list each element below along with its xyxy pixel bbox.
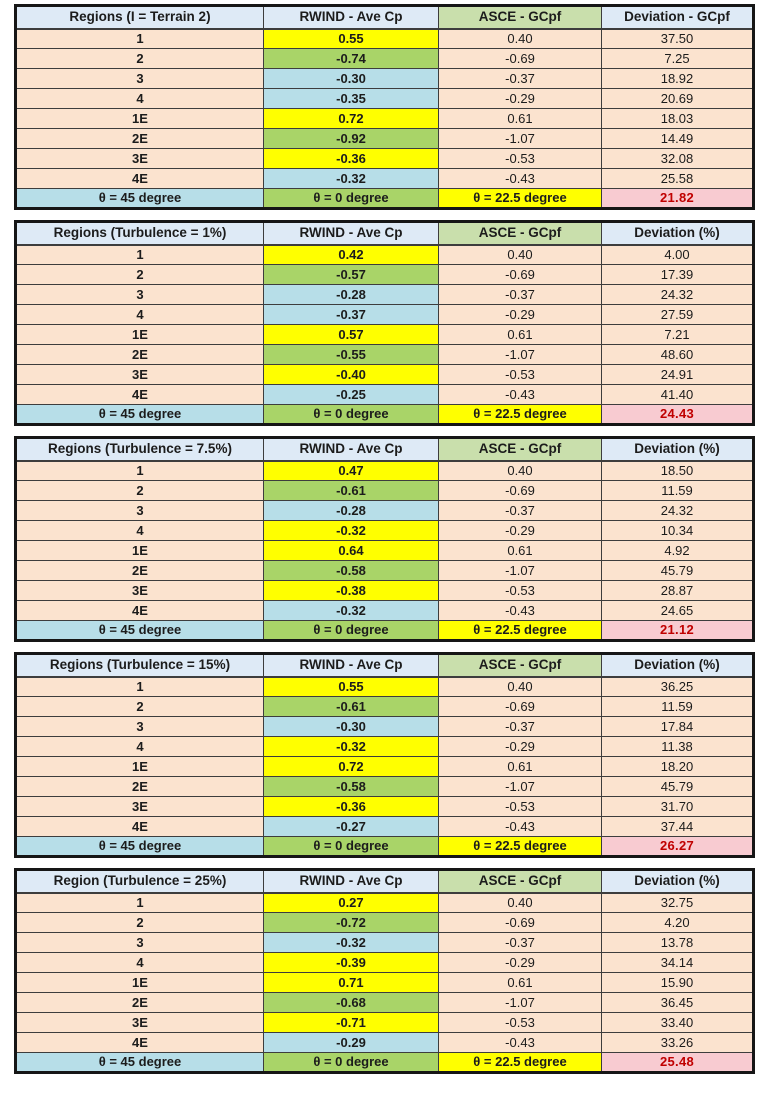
deviation-cell: 41.40 — [602, 385, 754, 405]
table-row — [16, 601, 754, 621]
table-row — [16, 717, 754, 737]
rwind-cp-cell: -0.38 — [264, 581, 439, 601]
rwind-cp-cell: 0.47 — [264, 461, 439, 481]
asce-gcpf-cell: -0.37 — [439, 933, 602, 953]
column-header-1: Region (Turbulence = 25%) — [16, 870, 264, 893]
table-row — [16, 757, 754, 777]
deviation-cell: 18.20 — [602, 757, 754, 777]
region-cell: 3 — [16, 285, 264, 305]
table-row — [16, 933, 754, 953]
asce-gcpf-cell: -0.37 — [439, 501, 602, 521]
asce-gcpf-cell: -0.43 — [439, 169, 602, 189]
rwind-cp-cell: -0.32 — [264, 601, 439, 621]
region-cell: 4 — [16, 737, 264, 757]
region-cell: 1E — [16, 541, 264, 561]
deviation-cell: 32.75 — [602, 893, 754, 913]
column-header-4: Deviation (%) — [602, 222, 754, 245]
region-cell: 4 — [16, 305, 264, 325]
region-cell: 3 — [16, 933, 264, 953]
table-row — [16, 69, 754, 89]
rwind-cp-cell: 0.27 — [264, 893, 439, 913]
table-row — [16, 777, 754, 797]
asce-gcpf-cell: 0.61 — [439, 541, 602, 561]
asce-gcpf-cell: -1.07 — [439, 561, 602, 581]
deviation-cell: 33.40 — [602, 1013, 754, 1033]
theta-0-degree-cell: θ = 0 degree — [264, 837, 439, 857]
comparison-tables-container — [14, 4, 752, 1074]
header-row — [16, 654, 754, 677]
table-row — [16, 285, 754, 305]
column-header-4: Deviation (%) — [602, 870, 754, 893]
rwind-cp-cell: -0.39 — [264, 953, 439, 973]
asce-gcpf-cell: -0.29 — [439, 89, 602, 109]
table-row — [16, 1013, 754, 1033]
asce-gcpf-cell: -0.29 — [439, 521, 602, 541]
column-header-3: ASCE - GCpf — [439, 222, 602, 245]
rwind-cp-cell: 0.64 — [264, 541, 439, 561]
footer-row — [16, 621, 754, 641]
column-header-4: Deviation (%) — [602, 654, 754, 677]
asce-gcpf-cell: -0.43 — [439, 385, 602, 405]
rwind-cp-cell: 0.72 — [264, 757, 439, 777]
deviation-cell: 24.91 — [602, 365, 754, 385]
asce-gcpf-cell: -0.69 — [439, 481, 602, 501]
table-row — [16, 953, 754, 973]
table-row — [16, 993, 754, 1013]
table-row — [16, 169, 754, 189]
deviation-cell: 36.45 — [602, 993, 754, 1013]
rwind-cp-cell: -0.27 — [264, 817, 439, 837]
theta-45-degree-cell: θ = 45 degree — [16, 405, 264, 425]
rwind-cp-cell: -0.30 — [264, 69, 439, 89]
deviation-cell: 10.34 — [602, 521, 754, 541]
rwind-cp-cell: 0.57 — [264, 325, 439, 345]
deviation-cell: 45.79 — [602, 561, 754, 581]
deviation-cell: 27.59 — [602, 305, 754, 325]
deviation-cell: 24.65 — [602, 601, 754, 621]
rwind-cp-cell: -0.57 — [264, 265, 439, 285]
deviation-cell: 37.44 — [602, 817, 754, 837]
table-row — [16, 345, 754, 365]
table-row — [16, 365, 754, 385]
region-cell: 3 — [16, 717, 264, 737]
asce-gcpf-cell: 0.40 — [439, 893, 602, 913]
table-row — [16, 305, 754, 325]
asce-gcpf-cell: -1.07 — [439, 777, 602, 797]
table-row — [16, 817, 754, 837]
table-row — [16, 697, 754, 717]
column-header-2: RWIND - Ave Cp — [264, 654, 439, 677]
region-cell: 3 — [16, 501, 264, 521]
rwind-cp-cell: -0.37 — [264, 305, 439, 325]
comparison-table-2 — [14, 220, 755, 426]
average-deviation-cell: 25.48 — [602, 1053, 754, 1073]
asce-gcpf-cell: -0.37 — [439, 69, 602, 89]
asce-gcpf-cell: -0.53 — [439, 149, 602, 169]
theta-0-degree-cell: θ = 0 degree — [264, 1053, 439, 1073]
deviation-cell: 24.32 — [602, 501, 754, 521]
column-header-2: RWIND - Ave Cp — [264, 870, 439, 893]
asce-gcpf-cell: -0.53 — [439, 365, 602, 385]
rwind-cp-cell: -0.35 — [264, 89, 439, 109]
table-row — [16, 149, 754, 169]
region-cell: 4E — [16, 1033, 264, 1053]
region-cell: 3 — [16, 69, 264, 89]
table-row — [16, 541, 754, 561]
column-header-1: Regions (Turbulence = 7.5%) — [16, 438, 264, 461]
column-header-4: Deviation (%) — [602, 438, 754, 461]
rwind-cp-cell: -0.55 — [264, 345, 439, 365]
deviation-cell: 33.26 — [602, 1033, 754, 1053]
asce-gcpf-cell: -1.07 — [439, 993, 602, 1013]
deviation-cell: 28.87 — [602, 581, 754, 601]
theta-22-5-degree-cell: θ = 22.5 degree — [439, 405, 602, 425]
column-header-1: Regions (Turbulence = 15%) — [16, 654, 264, 677]
asce-gcpf-cell: -0.53 — [439, 797, 602, 817]
table-row — [16, 89, 754, 109]
table-row — [16, 677, 754, 697]
table-row — [16, 49, 754, 69]
region-cell: 3E — [16, 797, 264, 817]
region-cell: 4 — [16, 89, 264, 109]
table-row — [16, 385, 754, 405]
rwind-cp-cell: -0.58 — [264, 561, 439, 581]
comparison-table-1 — [14, 4, 755, 210]
asce-gcpf-cell: -0.43 — [439, 601, 602, 621]
rwind-cp-cell: -0.32 — [264, 169, 439, 189]
table-row — [16, 109, 754, 129]
deviation-cell: 17.39 — [602, 265, 754, 285]
deviation-cell: 13.78 — [602, 933, 754, 953]
asce-gcpf-cell: 0.40 — [439, 677, 602, 697]
region-cell: 1E — [16, 973, 264, 993]
deviation-cell: 34.14 — [602, 953, 754, 973]
asce-gcpf-cell: -0.69 — [439, 913, 602, 933]
region-cell: 4E — [16, 817, 264, 837]
comparison-table-3 — [14, 436, 755, 642]
table-row — [16, 893, 754, 913]
average-deviation-cell: 21.12 — [602, 621, 754, 641]
region-cell: 3E — [16, 365, 264, 385]
table-row — [16, 561, 754, 581]
rwind-cp-cell: -0.36 — [264, 149, 439, 169]
region-cell: 2E — [16, 777, 264, 797]
rwind-cp-cell: -0.61 — [264, 481, 439, 501]
comparison-table-4 — [14, 652, 755, 858]
region-cell: 1E — [16, 109, 264, 129]
deviation-cell: 7.25 — [602, 49, 754, 69]
theta-45-degree-cell: θ = 45 degree — [16, 189, 264, 209]
region-cell: 4E — [16, 169, 264, 189]
table-row — [16, 973, 754, 993]
theta-45-degree-cell: θ = 45 degree — [16, 837, 264, 857]
region-cell: 1E — [16, 757, 264, 777]
region-cell: 2E — [16, 345, 264, 365]
deviation-cell: 11.38 — [602, 737, 754, 757]
asce-gcpf-cell: -0.29 — [439, 737, 602, 757]
deviation-cell: 45.79 — [602, 777, 754, 797]
asce-gcpf-cell: -0.29 — [439, 305, 602, 325]
deviation-cell: 18.92 — [602, 69, 754, 89]
region-cell: 3E — [16, 149, 264, 169]
table-row — [16, 1033, 754, 1053]
region-cell: 3E — [16, 1013, 264, 1033]
asce-gcpf-cell: -0.69 — [439, 697, 602, 717]
asce-gcpf-cell: 0.61 — [439, 325, 602, 345]
deviation-cell: 37.50 — [602, 29, 754, 49]
region-cell: 4 — [16, 521, 264, 541]
average-deviation-cell: 26.27 — [602, 837, 754, 857]
column-header-3: ASCE - GCpf — [439, 438, 602, 461]
theta-22-5-degree-cell: θ = 22.5 degree — [439, 1053, 602, 1073]
table-row — [16, 501, 754, 521]
theta-22-5-degree-cell: θ = 22.5 degree — [439, 189, 602, 209]
rwind-cp-cell: -0.28 — [264, 501, 439, 521]
table-row — [16, 461, 754, 481]
table-row — [16, 129, 754, 149]
region-cell: 2 — [16, 265, 264, 285]
region-cell: 2 — [16, 49, 264, 69]
region-cell: 2E — [16, 561, 264, 581]
region-cell: 2 — [16, 913, 264, 933]
rwind-cp-cell: -0.30 — [264, 717, 439, 737]
rwind-cp-cell: -0.29 — [264, 1033, 439, 1053]
header-row — [16, 870, 754, 893]
column-header-1: Regions (I = Terrain 2) — [16, 6, 264, 29]
deviation-cell: 7.21 — [602, 325, 754, 345]
asce-gcpf-cell: -0.43 — [439, 817, 602, 837]
asce-gcpf-cell: -0.29 — [439, 953, 602, 973]
rwind-cp-cell: -0.32 — [264, 933, 439, 953]
region-cell: 1 — [16, 29, 264, 49]
asce-gcpf-cell: 0.61 — [439, 973, 602, 993]
rwind-cp-cell: -0.61 — [264, 697, 439, 717]
asce-gcpf-cell: 0.40 — [439, 245, 602, 265]
deviation-cell: 24.32 — [602, 285, 754, 305]
table-row — [16, 581, 754, 601]
deviation-cell: 25.58 — [602, 169, 754, 189]
region-cell: 3E — [16, 581, 264, 601]
deviation-cell: 48.60 — [602, 345, 754, 365]
asce-gcpf-cell: -0.53 — [439, 581, 602, 601]
region-cell: 1 — [16, 893, 264, 913]
deviation-cell: 17.84 — [602, 717, 754, 737]
asce-gcpf-cell: 0.61 — [439, 109, 602, 129]
region-cell: 4 — [16, 953, 264, 973]
deviation-cell: 31.70 — [602, 797, 754, 817]
footer-row — [16, 837, 754, 857]
region-cell: 4E — [16, 385, 264, 405]
deviation-cell: 14.49 — [602, 129, 754, 149]
asce-gcpf-cell: 0.61 — [439, 757, 602, 777]
asce-gcpf-cell: -0.69 — [439, 265, 602, 285]
rwind-cp-cell: -0.36 — [264, 797, 439, 817]
deviation-cell: 15.90 — [602, 973, 754, 993]
theta-0-degree-cell: θ = 0 degree — [264, 621, 439, 641]
asce-gcpf-cell: 0.40 — [439, 29, 602, 49]
table-row — [16, 737, 754, 757]
deviation-cell: 11.59 — [602, 697, 754, 717]
region-cell: 1 — [16, 245, 264, 265]
deviation-cell: 4.00 — [602, 245, 754, 265]
region-cell: 2E — [16, 129, 264, 149]
region-cell: 1 — [16, 677, 264, 697]
theta-45-degree-cell: θ = 45 degree — [16, 1053, 264, 1073]
theta-22-5-degree-cell: θ = 22.5 degree — [439, 621, 602, 641]
theta-45-degree-cell: θ = 45 degree — [16, 621, 264, 641]
column-header-1: Regions (Turbulence = 1%) — [16, 222, 264, 245]
table-row — [16, 481, 754, 501]
average-deviation-cell: 24.43 — [602, 405, 754, 425]
table-row — [16, 521, 754, 541]
asce-gcpf-cell: -0.37 — [439, 285, 602, 305]
column-header-2: RWIND - Ave Cp — [264, 438, 439, 461]
table-row — [16, 797, 754, 817]
theta-0-degree-cell: θ = 0 degree — [264, 189, 439, 209]
theta-22-5-degree-cell: θ = 22.5 degree — [439, 837, 602, 857]
rwind-cp-cell: 0.55 — [264, 677, 439, 697]
deviation-cell: 18.03 — [602, 109, 754, 129]
rwind-cp-cell: 0.42 — [264, 245, 439, 265]
deviation-cell: 32.08 — [602, 149, 754, 169]
rwind-cp-cell: -0.40 — [264, 365, 439, 385]
region-cell: 2E — [16, 993, 264, 1013]
header-row — [16, 6, 754, 29]
deviation-cell: 4.92 — [602, 541, 754, 561]
rwind-cp-cell: 0.71 — [264, 973, 439, 993]
comparison-table-5 — [14, 868, 755, 1074]
region-cell: 1E — [16, 325, 264, 345]
rwind-cp-cell: -0.71 — [264, 1013, 439, 1033]
rwind-cp-cell: -0.74 — [264, 49, 439, 69]
average-deviation-cell: 21.82 — [602, 189, 754, 209]
region-cell: 2 — [16, 697, 264, 717]
theta-0-degree-cell: θ = 0 degree — [264, 405, 439, 425]
asce-gcpf-cell: -1.07 — [439, 345, 602, 365]
region-cell: 2 — [16, 481, 264, 501]
column-header-3: ASCE - GCpf — [439, 6, 602, 29]
asce-gcpf-cell: 0.40 — [439, 461, 602, 481]
table-row — [16, 325, 754, 345]
rwind-cp-cell: -0.25 — [264, 385, 439, 405]
region-cell: 1 — [16, 461, 264, 481]
footer-row — [16, 189, 754, 209]
asce-gcpf-cell: -0.53 — [439, 1013, 602, 1033]
column-header-4: Deviation - GCpf — [602, 6, 754, 29]
table-row — [16, 29, 754, 49]
rwind-cp-cell: -0.92 — [264, 129, 439, 149]
rwind-cp-cell: -0.58 — [264, 777, 439, 797]
asce-gcpf-cell: -0.37 — [439, 717, 602, 737]
rwind-cp-cell: 0.72 — [264, 109, 439, 129]
column-header-2: RWIND - Ave Cp — [264, 222, 439, 245]
deviation-cell: 20.69 — [602, 89, 754, 109]
deviation-cell: 4.20 — [602, 913, 754, 933]
deviation-cell: 11.59 — [602, 481, 754, 501]
table-row — [16, 265, 754, 285]
table-row — [16, 913, 754, 933]
column-header-2: RWIND - Ave Cp — [264, 6, 439, 29]
footer-row — [16, 405, 754, 425]
table-row — [16, 245, 754, 265]
deviation-cell: 36.25 — [602, 677, 754, 697]
asce-gcpf-cell: -0.69 — [439, 49, 602, 69]
header-row — [16, 222, 754, 245]
rwind-cp-cell: -0.32 — [264, 521, 439, 541]
region-cell: 4E — [16, 601, 264, 621]
column-header-3: ASCE - GCpf — [439, 654, 602, 677]
header-row — [16, 438, 754, 461]
rwind-cp-cell: 0.55 — [264, 29, 439, 49]
asce-gcpf-cell: -1.07 — [439, 129, 602, 149]
column-header-3: ASCE - GCpf — [439, 870, 602, 893]
footer-row — [16, 1053, 754, 1073]
rwind-cp-cell: -0.72 — [264, 913, 439, 933]
rwind-cp-cell: -0.32 — [264, 737, 439, 757]
rwind-cp-cell: -0.68 — [264, 993, 439, 1013]
asce-gcpf-cell: -0.43 — [439, 1033, 602, 1053]
rwind-cp-cell: -0.28 — [264, 285, 439, 305]
deviation-cell: 18.50 — [602, 461, 754, 481]
